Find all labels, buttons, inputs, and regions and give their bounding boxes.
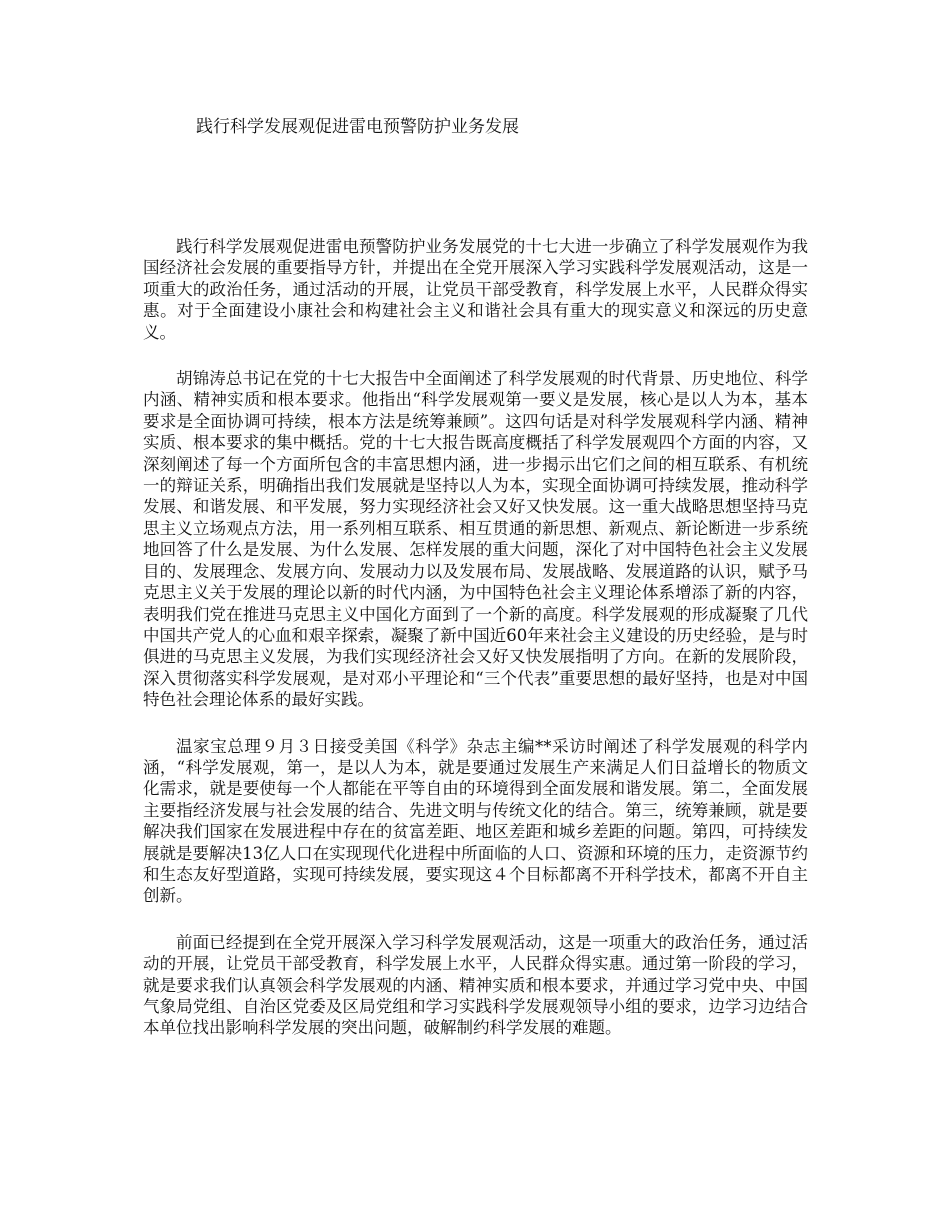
paragraph-4: 前面已经提到在全党开展深入学习科学发展观活动，这是一项重大的政治任务，通过活动的开展，让党员干部受教育，科学发展上水平，人民群众得实惠。通过第一阶段的学习，就是要求我们认真领会科学发展观的内涵、精神实质和根本要求，并通过学习党中央、中国气象局党组、自治区党委及区局党组和学习实践科学发展观领导小组的要求，边学习边结合本单位找出影响科学发展的突出问题，破解制约科学发展的难题。: [143, 932, 808, 1038]
paragraph-3: 温家宝总理９月３日接受美国《科学》杂志主编**采访时阐述了科学发展观的科学内涵，“科学发展观，第一，是以人为本，就是要通过发展生产来满足人们日益增长的物质文化需求，就是要使每一个人都能在平等自由的环境得到全面发展和谐发展。第二，全面发展主要指经济发展与社会发展的结合、先进文明与传统文化的结合。第三，统筹兼顾，就是要解决我们国家在发展进程中存在的贫富差距、地区差距和城乡差距的问题。第四，可持续发展就是要解决13亿人口在实现现代化进程中所面临的人口、资源和环境的压力，走资源节约和生态友好型道路，实现可持续发展，要实现这４个目标都离不开科学技术，都离不开自主创新。: [143, 736, 808, 906]
document-title: 践行科学发展观促进雷电预警防护业务发展: [196, 117, 519, 137]
paragraph-2: 胡锦涛总书记在党的十七大报告中全面阐述了科学发展观的时代背景、历史地位、科学内涵、精神实质和根本要求。他指出“科学发展观第一要义是发展，核心是以人为本，基本要求是全面协调可持续，根本方法是统筹兼顾”。这四句话是对科学发展观科学内涵、精神实质、根本要求的集中概括。党的十七大报告既高度概括了科学发展观四个方面的内容，又深刻阐述了每一个方面所包含的丰富思想内涵，进一步揭示出它们之间的相互联系、有机统一的辩证关系，明确指出我们发展就是坚持以人为本，实现全面协调可持续发展，推动科学发展、和谐发展、和平发展，努力实现经济社会又好又快发展。这一重大战略思想坚持马克思主义立场观点方法，用一系列相互联系、相互贯通的新思想、新观点、新论断进一步系统地回答了什么是发展、为什么发展、怎样发展的重大问题，深化了对中国特色社会主义发展目的、发展理念、发展方向、发展动力以及发展布局、发展战略、发展道路的认识，赋予马克思主义关于发展的理论以新的时代内涵，为中国特色社会主义理论体系增添了新的内容，表明我们党在推进马克思主义中国化方面到了一个新的高度。科学发展观的形成凝聚了几代中国共产党人的心血和艰辛探索，凝聚了新中国近60年来社会主义建设的历史经验，是与时俱进的马克思主义发展，为我们实现经济社会又好又快发展指明了方向。在新的发展阶段，深入贯彻落实科学发展观，是对邓小平理论和“三个代表”重要思想的最好坚持，也是对中国特色社会理论体系的最好实践。: [143, 369, 808, 710]
paragraph-1: 践行科学发展观促进雷电预警防护业务发展党的十七大进一步确立了科学发展观作为我国经济社会发展的重要指导方针，并提出在全党开展深入学习实践科学发展观活动，这是一项重大的政治任务，通过活动的开展，让党员干部受教育，科学发展上水平，人民群众得实惠。对于全面建设小康社会和构建社会主义和谐社会具有重大的现实意义和深远的历史意义。: [143, 237, 808, 342]
document-body: [143, 236, 808, 1064]
